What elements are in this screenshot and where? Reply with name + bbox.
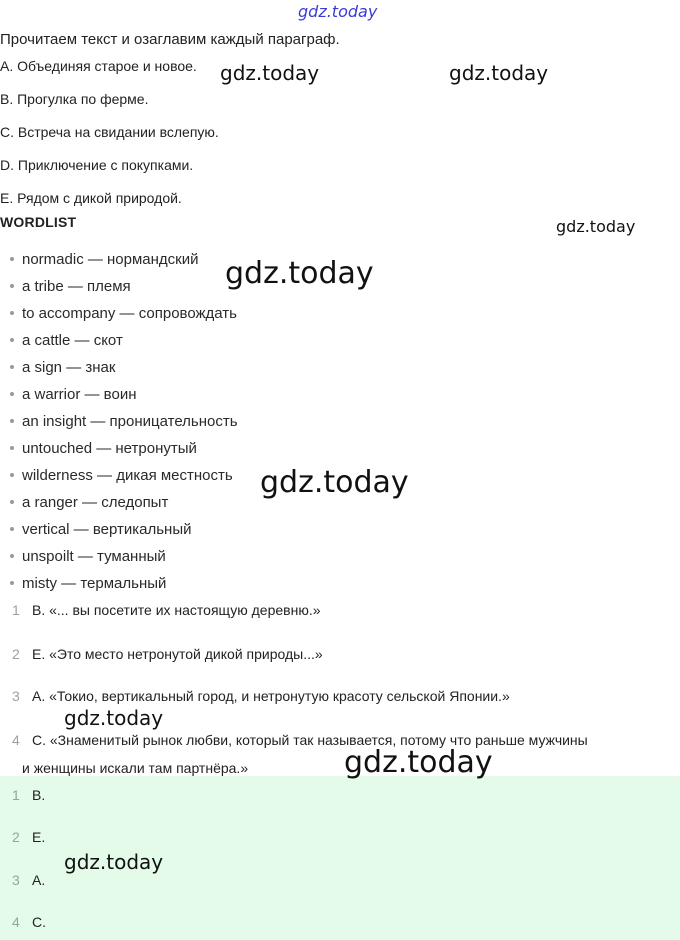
bullet-icon [10, 284, 14, 288]
short-answer-number: 3 [12, 872, 20, 888]
option-d: D. Приключение с покупками. [0, 157, 194, 173]
short-answer-text: E. [32, 829, 46, 845]
option-b: B. Прогулка по ферме. [0, 91, 149, 107]
answer-text: B. «... вы посетите их настоящую деревню.» [32, 602, 321, 618]
answer-text-continued: и женщины искали там партнёра.» [22, 760, 249, 776]
wordlist-item: an insight — проницательность [10, 413, 238, 430]
watermark: gdz.today [220, 61, 320, 85]
short-answer-text: B. [32, 787, 46, 803]
bullet-icon [10, 392, 14, 396]
wordlist-item: a cattle — скот [10, 332, 123, 349]
short-answer-text: A. [32, 872, 46, 888]
bullet-icon [10, 311, 14, 315]
short-answer-number: 4 [12, 914, 20, 930]
wordlist-item: wilderness — дикая местность [10, 467, 233, 484]
bullet-icon [10, 554, 14, 558]
answer-text: C. «Знаменитый рынок любви, который так называется, потому что раньше мужчины [32, 732, 588, 748]
watermark: gdz.today [556, 217, 636, 236]
bullet-icon [10, 419, 14, 423]
bullet-icon [10, 257, 14, 261]
watermark: gdz.today [298, 2, 378, 21]
watermark: gdz.today [64, 850, 164, 874]
bullet-icon [10, 365, 14, 369]
watermark: gdz.today [225, 256, 374, 291]
answer-text: A. «Токио, вертикальный город, и нетронутую красоту сельской Японии.» [32, 688, 510, 704]
wordlist-item: untouched — нетронутый [10, 440, 197, 457]
option-a: A. Объединяя старое и новое. [0, 58, 197, 74]
bullet-icon [10, 338, 14, 342]
option-c: C. Встреча на свидании вслепую. [0, 124, 219, 140]
wordlist-title: WORDLIST [0, 214, 77, 230]
bullet-icon [10, 527, 14, 531]
bullet-icon [10, 500, 14, 504]
short-answer-number: 1 [12, 787, 20, 803]
watermark: gdz.today [344, 745, 493, 780]
bullet-icon [10, 473, 14, 477]
watermark: gdz.today [260, 465, 409, 500]
wordlist-item: a ranger — следопыт [10, 494, 168, 511]
short-answer-number: 2 [12, 829, 20, 845]
watermark: gdz.today [449, 61, 549, 85]
answer-number: 4 [12, 732, 20, 748]
wordlist-item: a warrior — воин [10, 386, 137, 403]
bullet-icon [10, 581, 14, 585]
watermark: gdz.today [64, 706, 164, 730]
answer-number: 1 [12, 602, 20, 618]
intro-text: Прочитаем текст и озаглавим каждый параграф. [0, 31, 340, 48]
wordlist-item: a tribe — племя [10, 278, 131, 295]
bullet-icon [10, 446, 14, 450]
wordlist-item: misty — термальный [10, 575, 166, 592]
answer-number: 2 [12, 646, 20, 662]
short-answer-text: C. [32, 914, 46, 930]
wordlist-item: vertical — вертикальный [10, 521, 192, 538]
option-e: E. Рядом с дикой природой. [0, 190, 182, 206]
wordlist-item: to accompany — сопровождать [10, 305, 237, 322]
answer-text: E. «Это место нетронутой дикой природы...» [32, 646, 323, 662]
wordlist-item: a sign — знак [10, 359, 115, 376]
wordlist-item: unspoilt — туманный [10, 548, 166, 565]
answer-number: 3 [12, 688, 20, 704]
wordlist-item: normadic — нормандский [10, 251, 199, 268]
